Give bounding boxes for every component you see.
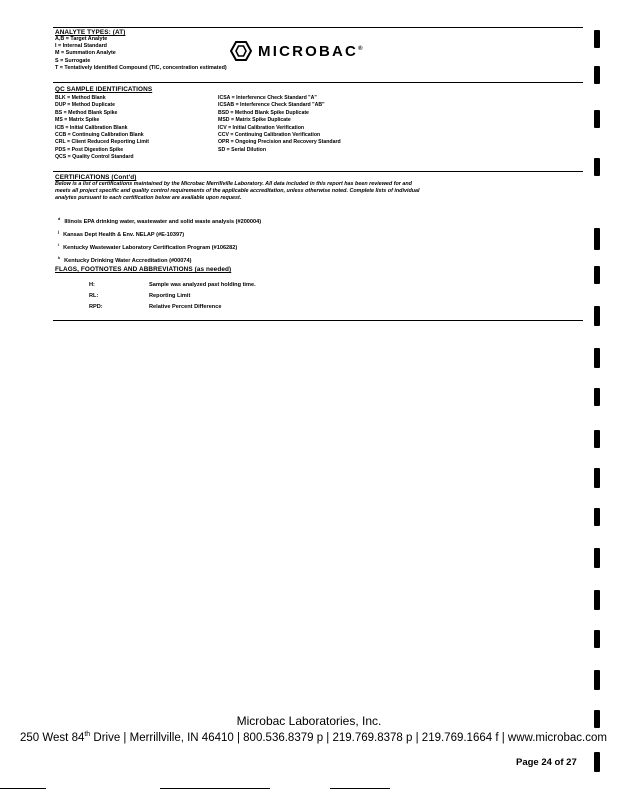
qc-id-item: DUP = Method Duplicate (55, 102, 116, 109)
certification-list (58, 214, 261, 267)
scan-mark (594, 548, 600, 568)
qc-ids-heading: QC SAMPLE IDENTIFICATIONS (55, 86, 153, 93)
certifications-intro: Below is a list of certifications maintained by the Microbac Merrillville Laboratory. All data included in this report has been reviewed for and (55, 181, 412, 187)
flag-value: Reporting Limit (149, 292, 191, 299)
qc-id-item: CCB = Continuing Calibration Blank (55, 132, 144, 139)
analyte-type-item: A,B = Target Analyte (55, 36, 108, 42)
certifications-intro: meets all project specific and quality control requirements of the applicable accreditation, unless otherwise noted. Complete lists of individual (55, 188, 420, 195)
qc-id-item: ICSAB = Interference Check Standard "AB" (218, 102, 325, 109)
qc-id-item: BS = Method Blank Spike (55, 109, 118, 116)
rule-2 (53, 82, 583, 83)
scan-mark (594, 468, 600, 488)
certification-item: $^i$ Kentucky Wastewater Laboratory Certification Program (#106282) (58, 243, 238, 252)
qc-id-item: BLK = Method Blank (55, 95, 106, 101)
qc-ids-right-column (218, 95, 341, 154)
scan-mark (594, 110, 600, 128)
footer-company: Microbac Laboratories, Inc. (236, 714, 382, 728)
scan-mark (594, 66, 600, 84)
qc-id-item: ICV = Initial Calibration Verification (218, 124, 305, 131)
flag-row (89, 280, 256, 291)
rule-4 (53, 320, 583, 321)
flag-row (89, 302, 256, 313)
scan-mark (594, 266, 600, 284)
scan-mark (594, 670, 600, 690)
flag-row (89, 291, 256, 302)
certification-item: $^d$ Illinois EPA drinking water, wastewater and solid waste analysis (#200004) (58, 217, 262, 225)
qc-id-item: QCS = Quality Control Standard (55, 154, 134, 161)
flags-heading: FLAGS, FOOTNOTES AND ABBREVIATIONS (as needed) (55, 266, 232, 273)
analyte-type-item: I = Internal Standard (55, 43, 107, 50)
scan-mark (594, 752, 600, 772)
certifications-intro: analytes pursuant to each certification below are available upon request. (55, 195, 242, 202)
qc-id-item: MS = Matrix Spike (55, 117, 100, 124)
scan-mark (594, 430, 600, 448)
flag-key: RL: (89, 292, 99, 299)
analyte-types-heading: ANALYTE TYPES: (AT) (55, 29, 126, 36)
flag-key: H: (89, 282, 95, 288)
flag-key: RPD: (89, 303, 103, 310)
bottom-rule (0, 788, 46, 789)
qc-id-item: MSD = Matrix Spike Duplicate (218, 117, 291, 124)
logo-mark-icon (230, 41, 252, 61)
analyte-type-item: S = Surrogate (55, 57, 91, 64)
qc-id-item: ICB = Initial Calibration Blank (55, 124, 128, 131)
scan-mark (594, 388, 600, 406)
analyte-type-item: M = Summation Analyte (55, 50, 116, 57)
certifications-heading: CERTIFICATIONS (Cont'd) (55, 174, 137, 181)
analyte-types-section (55, 29, 227, 72)
flags-list (89, 280, 256, 312)
scan-mark (594, 30, 600, 48)
qc-id-item: PDS = Post Digestion Spike (55, 146, 124, 153)
page-number: Page 24 of 27 (516, 757, 577, 768)
qc-id-item: BSD = Method Blank Spike Duplicate (218, 109, 309, 116)
qc-id-item: CCV = Continuing Calibration Verification (218, 132, 321, 139)
microbac-logo (230, 41, 363, 61)
scan-mark (594, 630, 600, 648)
top-rule (53, 27, 583, 28)
qc-id-item: OPR = Ongoing Precision and Recovery Standard (218, 139, 341, 146)
flag-value: Relative Percent Difference (149, 303, 222, 310)
qc-id-item: ICSA = Interference Check Standard "A" (218, 95, 317, 101)
bottom-rule (330, 788, 390, 789)
logo-wordmark: MICROBAC® (258, 42, 363, 60)
qc-id-item: SD = Serial Dilution (218, 146, 266, 153)
flags-section (55, 266, 231, 273)
qc-ids-left-column (55, 95, 149, 162)
scan-mark (594, 508, 600, 526)
footer-address: 250 West 84th Drive | Merrillville, IN 46410 | 800.536.8379 p | 219.769.8378 p | 219.769.1664 f | www.microbac.com (20, 731, 607, 744)
qc-id-item: CRL = Client Reduced Reporting Limit (55, 139, 150, 146)
scan-mark (594, 710, 600, 728)
scan-mark (594, 228, 600, 250)
flag-value: Sample was analyzed past holding time. (149, 282, 256, 288)
rule-3 (53, 171, 583, 172)
analyte-type-item: T = Tentatively Identified Compound (TIC, concentration estimated) (55, 64, 227, 71)
scan-mark (594, 590, 600, 610)
scan-mark (594, 306, 600, 326)
certification-item: $^j$ Kansas Dept Health & Env. NELAP (#E-10397) (58, 230, 185, 239)
scan-mark (594, 348, 600, 368)
qc-ids-section (55, 86, 152, 93)
scan-mark (594, 158, 600, 176)
certifications-section (55, 174, 420, 203)
bottom-rule (160, 788, 270, 789)
certification-item: $^k$ Kentucky Drinking Water Accreditation (#00074) (58, 256, 192, 265)
